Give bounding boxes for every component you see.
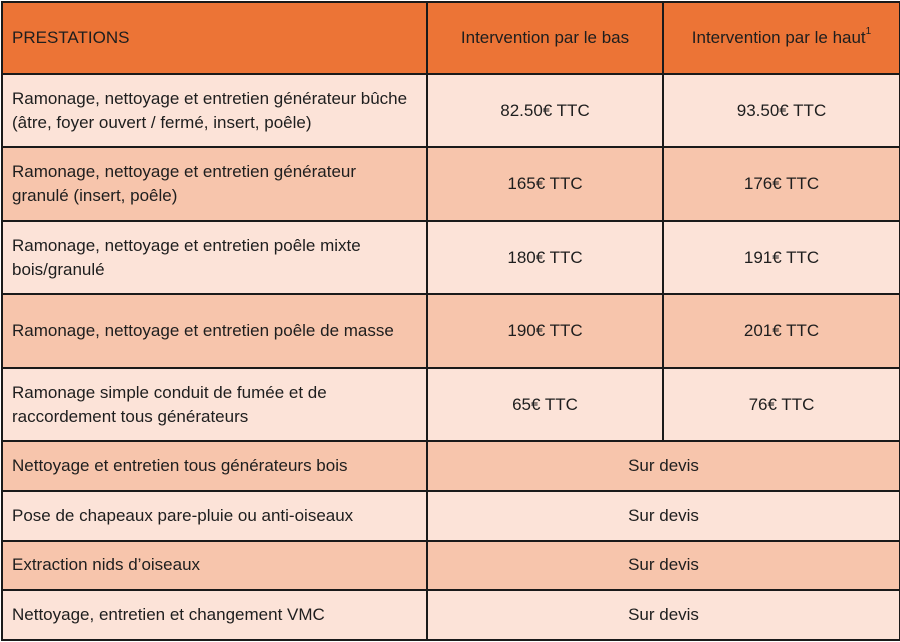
header-prestations: PRESTATIONS	[2, 2, 427, 74]
row-label: Nettoyage et entretien tous générateurs bois	[2, 441, 427, 491]
price-bas: 82.50€ TTC	[427, 74, 663, 147]
table-row	[2, 294, 900, 367]
header-row	[2, 2, 900, 74]
table-row	[2, 541, 900, 591]
row-label: Ramonage, nettoyage et entretien générateur granulé (insert, poêle)	[2, 147, 427, 220]
table-row	[2, 221, 900, 294]
price-sur-devis: Sur devis	[427, 541, 900, 591]
row-label: Ramonage, nettoyage et entretien générateur bûche (âtre, foyer ouvert / fermé, insert, poêle)	[2, 74, 427, 147]
price-sur-devis: Sur devis	[427, 590, 900, 640]
price-haut: 191€ TTC	[663, 221, 900, 294]
price-sur-devis: Sur devis	[427, 491, 900, 541]
price-haut: 176€ TTC	[663, 147, 900, 220]
table-row	[2, 74, 900, 147]
price-sur-devis: Sur devis	[427, 441, 900, 491]
table-row	[2, 590, 900, 640]
row-label: Nettoyage, entretien et changement VMC	[2, 590, 427, 640]
price-bas: 190€ TTC	[427, 294, 663, 367]
price-table	[1, 1, 900, 641]
price-haut: 201€ TTC	[663, 294, 900, 367]
header-intervention-haut-label: Intervention par le haut	[691, 28, 866, 47]
table-row	[2, 441, 900, 491]
price-bas: 165€ TTC	[427, 147, 663, 220]
table-row	[2, 491, 900, 541]
row-label: Ramonage, nettoyage et entretien poêle de masse	[2, 294, 427, 367]
price-haut: 93.50€ TTC	[663, 74, 900, 147]
price-bas: 65€ TTC	[427, 368, 663, 441]
row-label: Ramonage simple conduit de fumée et de raccordement tous générateurs	[2, 368, 427, 441]
price-haut: 76€ TTC	[663, 368, 900, 441]
price-bas: 180€ TTC	[427, 221, 663, 294]
header-intervention-haut	[663, 2, 900, 74]
row-label: Pose de chapeaux pare-pluie ou anti-oiseaux	[2, 491, 427, 541]
row-label: Extraction nids d’oiseaux	[2, 541, 427, 591]
row-label: Ramonage, nettoyage et entretien poêle mixte bois/granulé	[2, 221, 427, 294]
header-intervention-bas: Intervention par le bas	[427, 2, 663, 74]
table-row	[2, 368, 900, 441]
footnote-marker: 1	[865, 26, 872, 37]
table-row	[2, 147, 900, 220]
